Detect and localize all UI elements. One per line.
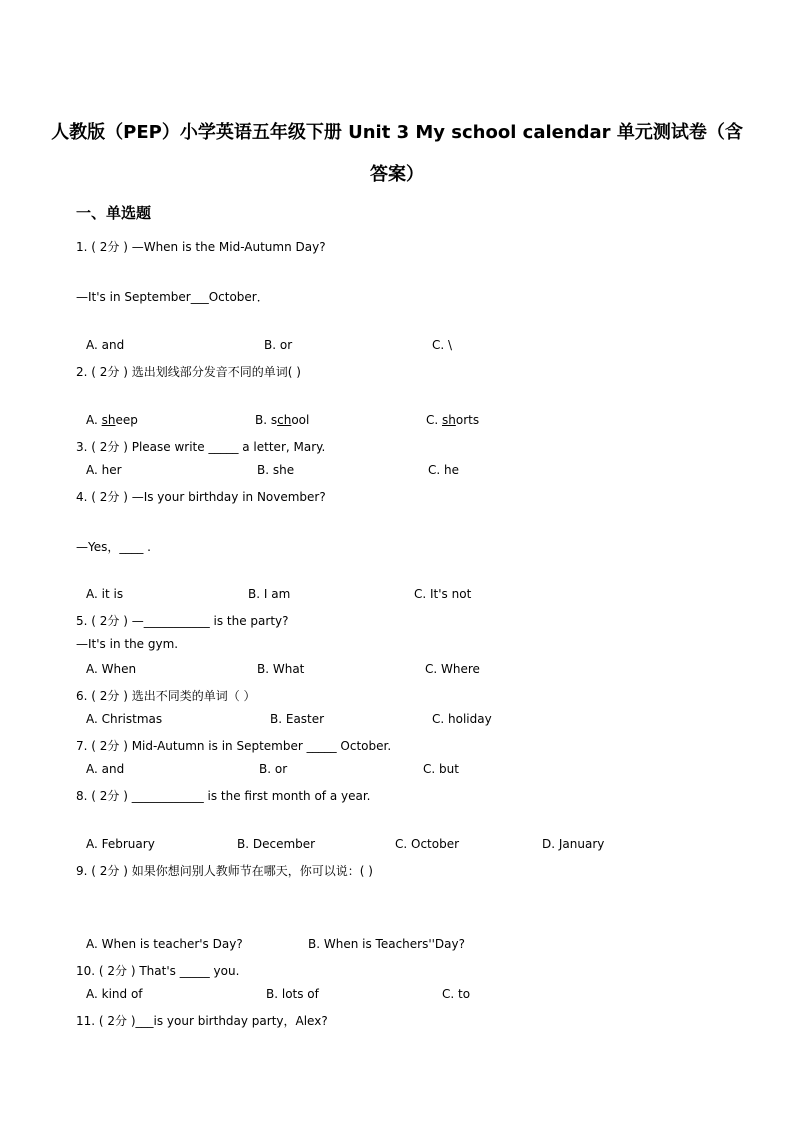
option-c-prefix: C.	[426, 413, 443, 427]
question-3-option-a: A. her	[86, 463, 122, 477]
question-5-option-c: C. Where	[425, 662, 480, 676]
question-4-option-c: C. It's not	[414, 587, 472, 601]
question-7-stem: 7. ( 2分 ) Mid-Autumn is in September _____ October.	[76, 739, 392, 753]
section-heading: 一、单选题	[76, 204, 152, 222]
question-8-option-a: A. February	[86, 837, 155, 851]
question-8-option-b: B. December	[237, 837, 316, 851]
question-5-stem: 5. ( 2分 ) —___________ is the party?	[76, 614, 289, 628]
question-10-stem: 10. ( 2分 ) That's _____ you.	[76, 964, 240, 978]
question-10-option-a: A. kind of	[86, 987, 143, 1001]
question-4-option-a: A. it is	[86, 587, 124, 601]
option-c-underlined: sh	[442, 413, 456, 427]
question-6-option-c: C. holiday	[432, 712, 492, 726]
question-10-option-b: B. lots of	[266, 987, 319, 1001]
option-c-suffix: orts	[455, 413, 480, 427]
document-title-line2: 答案）	[370, 164, 424, 185]
question-2-stem: 2. ( 2分 ) 选出划线部分发音不同的单词( )	[76, 365, 301, 379]
question-9-option-b: B. When is Teachers''Day?	[308, 937, 465, 951]
question-6-option-a: A. Christmas	[86, 712, 163, 726]
question-2-option-a	[86, 413, 138, 427]
question-8-stem: 8. ( 2分 ) ____________ is the first month of a year.	[76, 789, 371, 803]
question-5-option-b: B. What	[257, 662, 305, 676]
option-b-underlined: ch	[277, 413, 292, 427]
option-a-underlined: sh	[101, 413, 116, 427]
question-2-option-c	[426, 413, 479, 427]
question-5-option-a: A. When	[86, 662, 137, 676]
question-1-reply: —It's in September___October．	[76, 290, 269, 304]
question-7-option-a: A. and	[86, 762, 125, 776]
question-1-option-a: A. and	[86, 338, 125, 352]
question-7-option-c: C. but	[423, 762, 459, 776]
question-4-stem: 4. ( 2分 ) —Is your birthday in November?	[76, 490, 326, 504]
option-b-suffix: ool	[291, 413, 310, 427]
option-b-prefix: B. s	[255, 413, 278, 427]
question-6-stem: 6. ( 2分 ) 选出不同类的单词（ ）	[76, 689, 256, 703]
question-1-option-c: C. \	[432, 338, 453, 352]
question-9-stem: 9. ( 2分 ) 如果你想问别人教师节在哪天，你可以说：( )	[76, 864, 373, 878]
option-a-prefix: A.	[86, 413, 102, 427]
question-2-option-b	[255, 413, 309, 427]
question-3-stem: 3. ( 2分 ) Please write _____ a letter, Mary.	[76, 440, 326, 454]
question-3-option-c: C. he	[428, 463, 459, 477]
question-6-option-b: B. Easter	[270, 712, 325, 726]
question-8-option-c: C. October	[395, 837, 460, 851]
question-7-option-b: B. or	[259, 762, 288, 776]
question-11-stem: 11. ( 2分 )___is your birthday party，Alex?	[76, 1014, 328, 1028]
option-a-suffix: eep	[115, 413, 138, 427]
document-title-line1: 人教版（PEP）小学英语五年级下册 Unit 3 My school calendar 单元测试卷（含	[51, 122, 743, 143]
question-5-reply: —It's in the gym.	[76, 637, 179, 651]
question-8-option-d: D. January	[542, 837, 605, 851]
question-9-option-a: A. When is teacher's Day?	[86, 937, 243, 951]
question-1-option-b: B. or	[264, 338, 293, 352]
question-4-reply: —Yes，____ .	[76, 540, 152, 554]
question-4-option-b: B. I am	[248, 587, 291, 601]
question-1-stem: 1. ( 2分 ) —When is the Mid-Autumn Day?	[76, 240, 326, 254]
question-3-option-b: B. she	[257, 463, 295, 477]
question-10-option-c: C. to	[442, 987, 471, 1001]
